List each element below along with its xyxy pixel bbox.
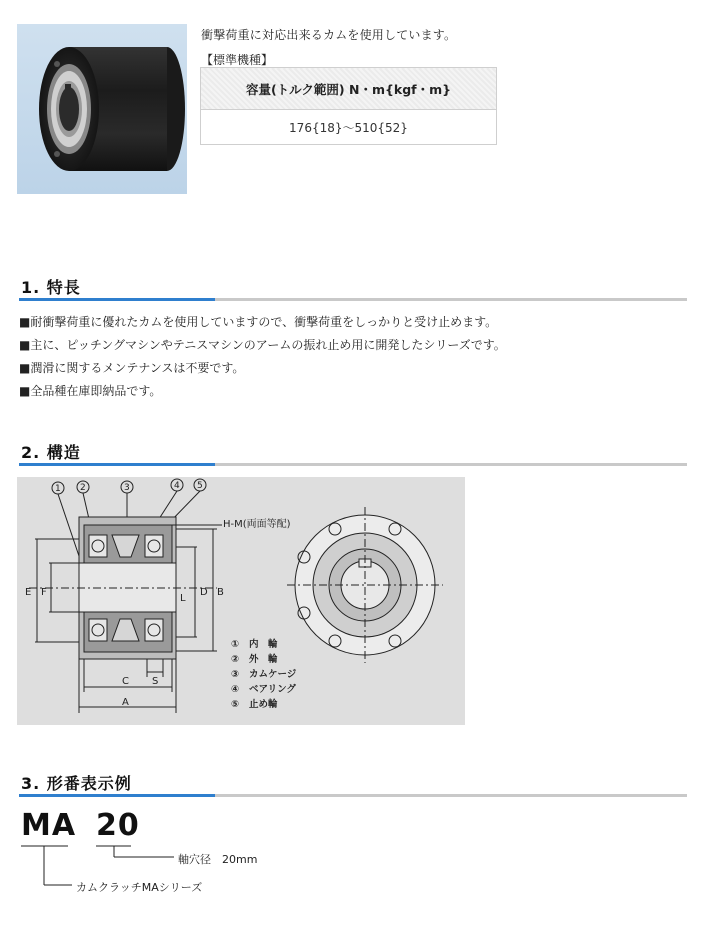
spec-table bbox=[200, 67, 497, 145]
dim-e: E bbox=[25, 587, 32, 598]
dim-s: S bbox=[152, 676, 159, 687]
spec-table-value: 176{18}〜510{52} bbox=[289, 120, 408, 135]
legend-num: ① bbox=[231, 639, 240, 650]
callout-label: 3 bbox=[124, 483, 130, 493]
structure-drawing bbox=[17, 477, 465, 725]
legend-text: 止め輪 bbox=[249, 699, 278, 710]
section-structure-heading bbox=[19, 440, 687, 466]
legend-num: ⑤ bbox=[231, 699, 240, 710]
intro-text: 衝撃荷重に対応出来るカムを使用しています。 bbox=[201, 28, 457, 42]
dim-f: F bbox=[41, 587, 47, 598]
legend-text: カムケージ bbox=[249, 669, 297, 680]
legend-text: ベアリング bbox=[249, 684, 296, 695]
divider-accent bbox=[19, 463, 215, 466]
series-label: カムクラッチMAシリーズ bbox=[76, 881, 203, 894]
standard-models-label: 【標準機種】 bbox=[201, 53, 274, 67]
section-title: 3. 形番表示例 bbox=[21, 774, 132, 793]
section-features-heading bbox=[19, 275, 687, 301]
feature-item: ■全品種在庫即納品です。 bbox=[19, 384, 162, 398]
feature-item: ■主に、ピッチングマシンやテニスマシンのアームの振れ止め用に開発したシリーズです。 bbox=[19, 338, 506, 352]
dim-l: L bbox=[180, 593, 186, 604]
callout-label: 4 bbox=[174, 481, 180, 491]
hm-label: H-M(両面等配) bbox=[223, 519, 291, 530]
legend-num: ③ bbox=[231, 669, 240, 680]
legend-text: 外 輪 bbox=[249, 654, 278, 665]
legend-num: ② bbox=[231, 654, 240, 665]
section-title: 2. 構造 bbox=[21, 443, 81, 462]
dim-d: D bbox=[200, 587, 208, 598]
bore-label: 軸穴径 20mm bbox=[178, 853, 258, 866]
callout-label: 1 bbox=[55, 484, 61, 494]
section-title: 1. 特長 bbox=[21, 278, 81, 297]
callout-label: 5 bbox=[197, 481, 203, 491]
dim-c: C bbox=[122, 676, 129, 687]
dim-a: A bbox=[122, 697, 129, 708]
model-bore-code: 20 bbox=[96, 808, 140, 843]
structure-diagram bbox=[17, 477, 465, 725]
cam-clutch-image bbox=[17, 24, 187, 194]
section-model-heading bbox=[19, 771, 687, 797]
spec-table-header: 容量(トルク範囲) N・m{kgf・m} bbox=[201, 68, 497, 110]
model-series-code: MA bbox=[21, 808, 77, 843]
divider-accent bbox=[19, 298, 215, 301]
legend-text: 内 輪 bbox=[249, 639, 278, 650]
feature-item: ■耐衝撃荷重に優れたカムを使用していますので、衝撃荷重をしっかりと受け止めます。 bbox=[19, 315, 498, 329]
legend-num: ④ bbox=[231, 684, 240, 695]
divider-accent bbox=[19, 794, 215, 797]
dim-b: B bbox=[217, 587, 224, 598]
product-photo bbox=[17, 24, 187, 194]
callout-label: 2 bbox=[80, 483, 86, 493]
feature-item: ■潤滑に関するメンテナンスは不要です。 bbox=[19, 361, 245, 375]
